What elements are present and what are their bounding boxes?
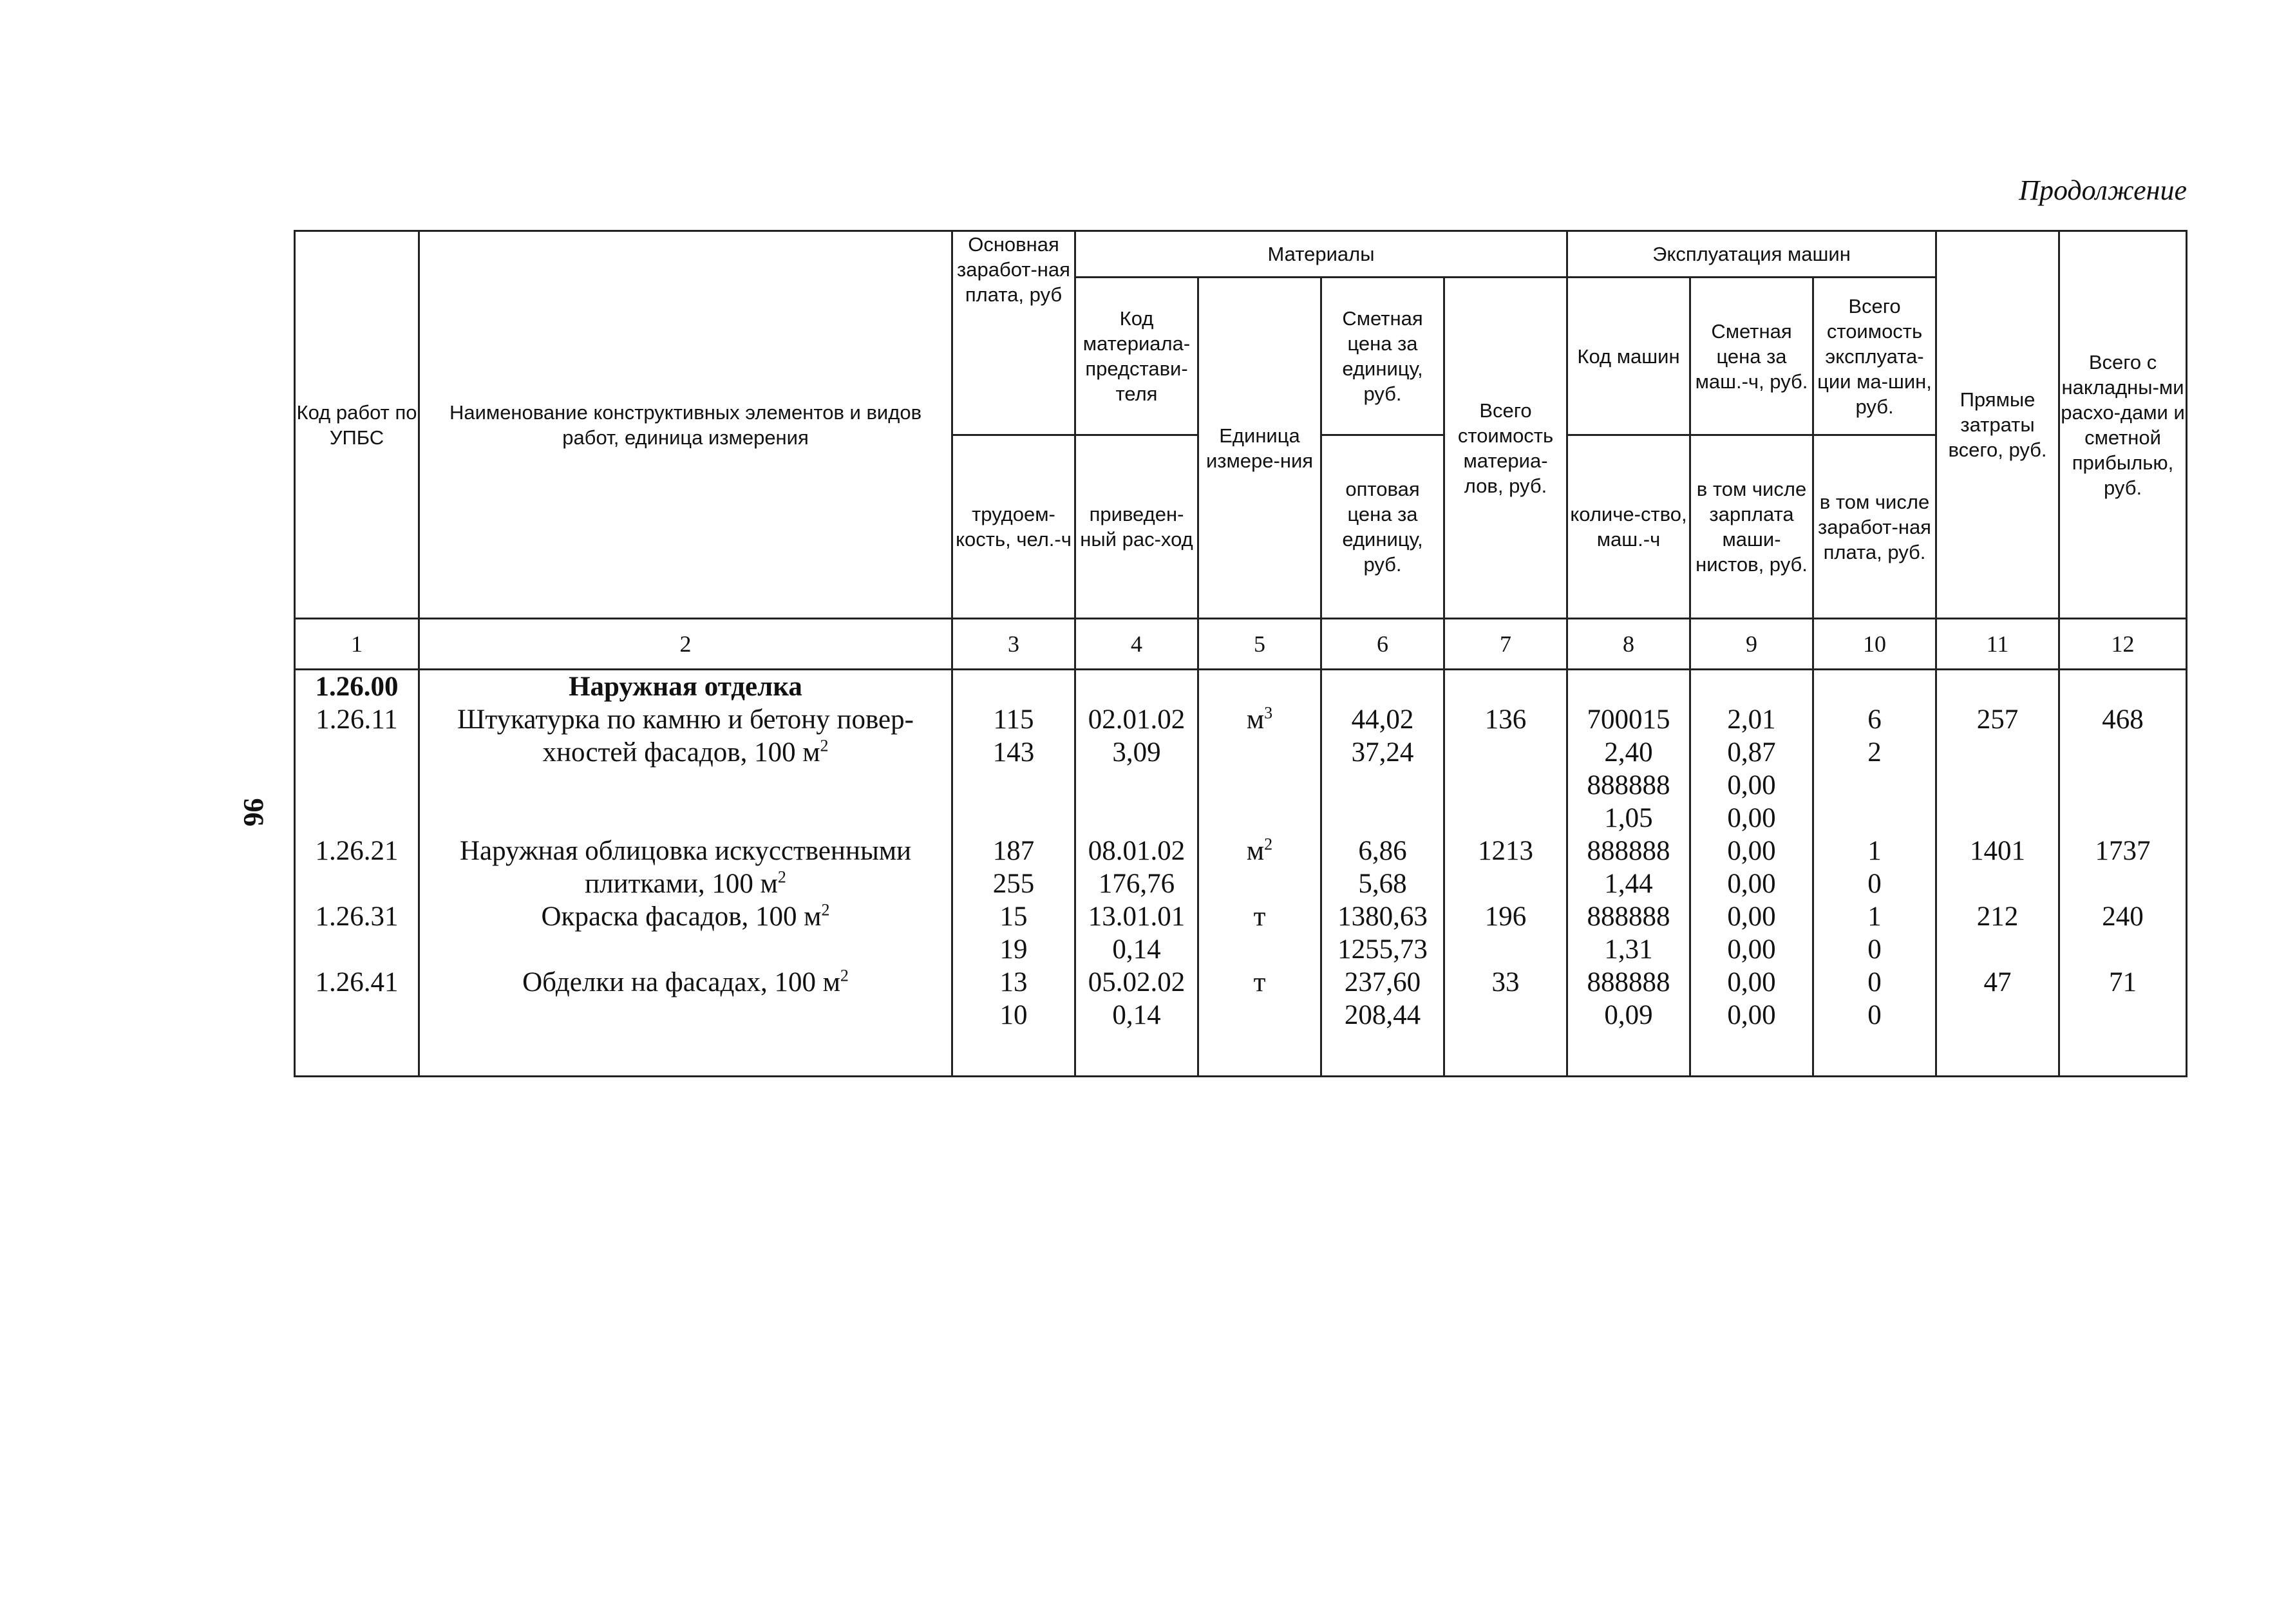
header-machine-price-bottom: в том числе зарплата маши-нистов, руб. <box>1690 435 1813 619</box>
machine-price-value: 0,00 <box>1727 934 1776 965</box>
column-number: 4 <box>1075 619 1198 670</box>
empty-cell <box>295 1032 419 1077</box>
machine-price-value: 2,01 <box>1727 704 1776 735</box>
header-machine-total-bottom: в том числе заработ-ная плата, руб. <box>1813 435 1936 619</box>
header-machine-code-top: Код машин <box>1567 278 1690 435</box>
materials-total: 33 <box>1444 966 1567 1032</box>
work-code: 1.26.41 <box>295 966 419 1032</box>
wage-values <box>952 835 1075 900</box>
machine-code-value: 888888 <box>1587 967 1670 997</box>
section-row <box>295 670 2187 704</box>
machine-total-values <box>1813 835 1936 900</box>
price-values <box>1321 835 1444 900</box>
total-with-overhead: 240 <box>2059 900 2187 966</box>
unit: $м^3$ <box>1198 703 1321 835</box>
price-values <box>1321 900 1444 966</box>
superscript: 2 <box>840 966 849 985</box>
total-with-overhead: 1737 <box>2059 835 2187 900</box>
machine-code-value: 0,09 <box>1604 1000 1653 1030</box>
machine-code-values <box>1567 966 1690 1032</box>
machine-code-value: 888888 <box>1587 902 1670 932</box>
direct-costs: 212 <box>1936 900 2059 966</box>
filler-row <box>295 1032 2187 1077</box>
machine-total-value: 1 <box>1867 836 1882 866</box>
header-wage-bottom: трудоем-кость, чел.-ч <box>952 435 1075 619</box>
column-number: 10 <box>1813 619 1936 670</box>
table-header <box>295 231 2187 670</box>
unit: т <box>1198 966 1321 1032</box>
machine-price-value: 0,00 <box>1727 869 1776 899</box>
header-group-machines: Эксплуатация машин <box>1567 231 1936 278</box>
machine-code-values <box>1567 703 1690 835</box>
empty-cell <box>952 1032 1075 1077</box>
machine-total-values <box>1813 703 1936 835</box>
header-materials-total: Всего стоимость материа-лов, руб. <box>1444 278 1567 619</box>
machine-price-value: 0,87 <box>1727 737 1776 768</box>
empty-cell <box>1321 1032 1444 1077</box>
machine-price-values <box>1690 966 1813 1032</box>
machine-price-value: 0,00 <box>1727 967 1776 997</box>
header-material-code-bottom: приведен-ный рас-ход <box>1075 435 1198 619</box>
work-code: 1.26.21 <box>295 835 419 900</box>
header-price-bottom: оптовая цена за единицу, руб. <box>1321 435 1444 619</box>
estimate-table <box>294 230 2187 1077</box>
empty-cell <box>1198 1032 1321 1077</box>
header-total-with-overhead: Всего с накладны-ми расхо-дами и сметной прибылью, руб. <box>2059 231 2187 619</box>
unit: т <box>1198 900 1321 966</box>
material-code-value: 0,14 <box>1112 1000 1161 1030</box>
machine-code-values <box>1567 900 1690 966</box>
materials-total: 1213 <box>1444 835 1567 900</box>
material-code-values <box>1075 966 1198 1032</box>
column-number: 11 <box>1936 619 2059 670</box>
wage-values <box>952 966 1075 1032</box>
column-number: 6 <box>1321 619 1444 670</box>
machine-total-values <box>1813 900 1936 966</box>
continuation-label: Продолжение <box>2019 175 2187 206</box>
table-body <box>295 670 2187 1077</box>
material-code-value: 02.01.02 <box>1088 704 1186 735</box>
column-number: 8 <box>1567 619 1690 670</box>
table-row <box>295 966 2187 1032</box>
price-value: 37,24 <box>1351 737 1414 768</box>
work-code: 1.26.11 <box>295 703 419 835</box>
wage-value: 187 <box>992 836 1035 866</box>
price-value: 237,60 <box>1344 967 1421 997</box>
machine-code-value: 888888 <box>1587 836 1670 866</box>
wage-value: 13 <box>999 967 1028 997</box>
machine-total-value: 0 <box>1867 967 1882 997</box>
superscript: 2 <box>1264 835 1273 854</box>
price-value: 44,02 <box>1351 704 1414 735</box>
wage-value: 10 <box>999 1000 1028 1030</box>
work-code: 1.26.31 <box>295 900 419 966</box>
machine-price-values <box>1690 835 1813 900</box>
machine-code-value: 1,44 <box>1604 869 1653 899</box>
header-group-materials: Материалы <box>1075 231 1567 278</box>
unit: $м^2$ <box>1198 835 1321 900</box>
price-value: 1380,63 <box>1337 902 1428 932</box>
column-number: 5 <box>1198 619 1321 670</box>
empty-cell <box>2059 1032 2187 1077</box>
direct-costs: 257 <box>1936 703 2059 835</box>
page-number: 96 <box>238 798 270 827</box>
wage-value: 115 <box>993 704 1034 735</box>
header-direct-costs: Прямые затраты всего, руб. <box>1936 231 2059 619</box>
machine-total-value: 1 <box>1867 902 1882 932</box>
price-value: 208,44 <box>1344 1000 1421 1030</box>
empty-cell <box>1690 1032 1813 1077</box>
price-value: 1255,73 <box>1337 934 1428 965</box>
column-number: 12 <box>2059 619 2187 670</box>
column-number: 1 <box>295 619 419 670</box>
work-name: Обделки на фасадах, 100 $м^2$ <box>419 966 952 1032</box>
price-values <box>1321 966 1444 1032</box>
machine-price-value: 0,00 <box>1727 902 1776 932</box>
machine-price-values <box>1690 900 1813 966</box>
header-machine-total-top: Всего стоимость эксплуата-ции ма-шин, руб. <box>1813 278 1936 435</box>
table-row <box>295 900 2187 966</box>
machine-code-value: 888888 <box>1587 770 1670 800</box>
machine-total-value: 0 <box>1867 1000 1882 1030</box>
header-wage-top: Основная заработ-ная плата, руб <box>952 231 1075 435</box>
wage-value: 143 <box>992 737 1035 768</box>
material-code-values <box>1075 835 1198 900</box>
machine-total-value: 0 <box>1867 869 1882 899</box>
wage-values <box>952 703 1075 835</box>
total-with-overhead: 71 <box>2059 966 2187 1032</box>
machine-total-value: 6 <box>1867 704 1882 735</box>
wage-values <box>952 900 1075 966</box>
empty-cell <box>1813 1032 1936 1077</box>
price-values <box>1321 703 1444 835</box>
machine-price-value: 0,00 <box>1727 836 1776 866</box>
machine-price-value: 0,00 <box>1727 1000 1776 1030</box>
empty-cell <box>419 1032 952 1077</box>
section-code: 1.26.00 <box>295 670 419 704</box>
wage-value: 255 <box>992 869 1035 899</box>
header-price-top: Сметная цена за единицу, руб. <box>1321 278 1444 435</box>
column-number: 7 <box>1444 619 1567 670</box>
header-machine-code-bottom: количе-ство, маш.-ч <box>1567 435 1690 619</box>
materials-total: 196 <box>1444 900 1567 966</box>
column-numbers-row <box>295 619 2187 670</box>
work-name: Окраска фасадов, 100 $м^2$ <box>419 900 952 966</box>
material-code-value: 08.01.02 <box>1088 836 1186 866</box>
machine-price-values <box>1690 703 1813 835</box>
superscript: 2 <box>777 867 786 887</box>
material-code-value: 3,09 <box>1112 737 1161 768</box>
empty-cell <box>1567 1032 1690 1077</box>
material-code-values <box>1075 703 1198 835</box>
machine-code-values <box>1567 835 1690 900</box>
machine-price-value: 0,00 <box>1727 803 1776 833</box>
wage-value: 15 <box>999 902 1028 932</box>
header-material-code-top: Код материала-представи-теля <box>1075 278 1198 435</box>
wage-value: 19 <box>999 934 1028 965</box>
superscript: 2 <box>820 736 829 755</box>
empty-cell <box>1444 1032 1567 1077</box>
column-number: 2 <box>419 619 952 670</box>
work-name: Наружная облицовка искусственными плитками, 100 $м^2$ <box>419 835 952 900</box>
machine-total-value: 0 <box>1867 934 1882 965</box>
table-row <box>295 703 2187 835</box>
work-name: Штукатурка по камню и бетону повер-хностей фасадов, 100 $м^2$ <box>419 703 952 835</box>
table-row <box>295 835 2187 900</box>
header-machine-price-top: Сметная цена за маш.-ч, руб. <box>1690 278 1813 435</box>
superscript: 2 <box>821 900 830 920</box>
machine-total-value: 2 <box>1867 737 1882 768</box>
machine-code-value: 1,31 <box>1604 934 1653 965</box>
material-code-value: 176,76 <box>1098 869 1175 899</box>
total-with-overhead: 468 <box>2059 703 2187 835</box>
machine-code-value: 1,05 <box>1604 803 1653 833</box>
header-code: Код работ по УПБС <box>295 231 419 619</box>
machine-code-value: 2,40 <box>1604 737 1653 768</box>
direct-costs: 1401 <box>1936 835 2059 900</box>
section-title: Наружная отделка <box>419 670 952 704</box>
header-unit: Единица измере-ния <box>1198 278 1321 619</box>
material-code-value: 05.02.02 <box>1088 967 1186 997</box>
direct-costs: 47 <box>1936 966 2059 1032</box>
superscript: 3 <box>1264 703 1273 722</box>
column-number: 9 <box>1690 619 1813 670</box>
column-number: 3 <box>952 619 1075 670</box>
machine-price-value: 0,00 <box>1727 770 1776 800</box>
machine-total-values <box>1813 966 1936 1032</box>
price-value: 6,86 <box>1358 836 1407 866</box>
header-name: Наименование конструктивных элементов и видов работ, единица измерения <box>419 231 952 619</box>
price-value: 5,68 <box>1358 869 1407 899</box>
empty-cell <box>1075 1032 1198 1077</box>
material-code-values <box>1075 900 1198 966</box>
empty-cell <box>1936 1032 2059 1077</box>
material-code-value: 13.01.01 <box>1088 902 1186 932</box>
machine-code-value: 700015 <box>1587 704 1670 735</box>
materials-total: 136 <box>1444 703 1567 835</box>
material-code-value: 0,14 <box>1112 934 1161 965</box>
